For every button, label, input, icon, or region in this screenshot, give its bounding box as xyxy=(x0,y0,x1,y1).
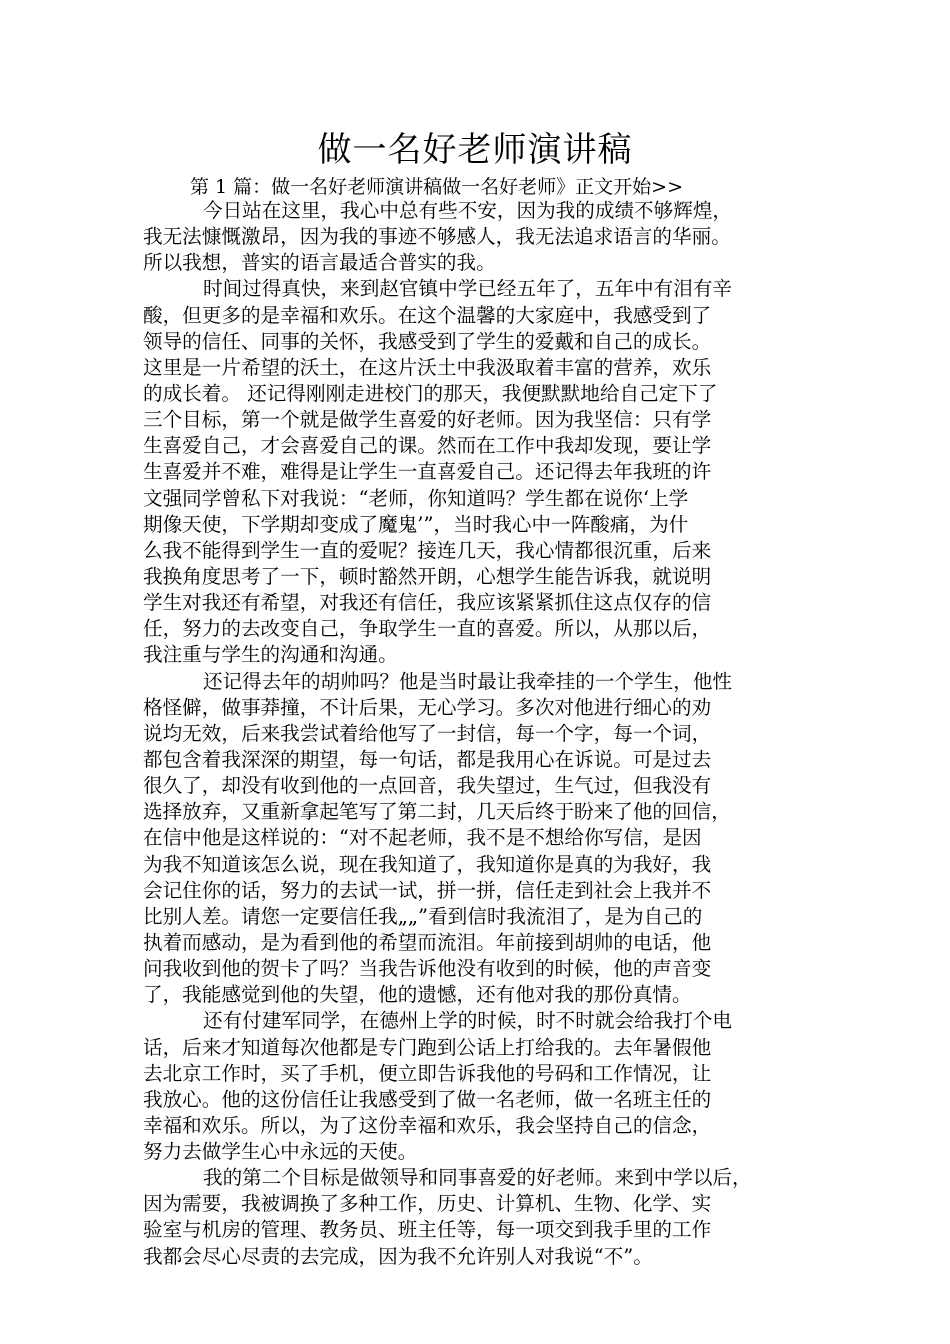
body-line: 今日站在这里，我心中总有些不安，因为我的成绩不够辉煌， xyxy=(203,199,733,222)
body-line: 我放心。他的这份信任让我感受到了做一名老师，做一名班主任的 xyxy=(143,1087,712,1111)
body-line: 格怪僻，做事莽撞，不计后果，无心学习。多次对他进行细心的劝 xyxy=(143,695,712,719)
body-line: 还记得去年的胡帅吗？他是当时最让我牵挂的一个学生，他性 xyxy=(203,669,733,693)
body-line: 我无法慷慨激昂，因为我的事迹不够感人，我无法追求语言的华丽。 xyxy=(143,225,731,249)
document-body xyxy=(143,198,823,1270)
body-line: 我换角度思考了一下，顿时豁然开朗，心想学生能告诉我，就说明 xyxy=(143,564,712,588)
body-line: 说均无效，后来我尝试着给他写了一封信，每一个字，每一个词， xyxy=(143,721,712,745)
body-line: 生喜爱自己，才会喜爱自己的课。然而在工作中我却发现，要让学 xyxy=(143,434,712,458)
body-line: 都包含着我深深的期望，每一句话，都是我用心在诉说。可是过去 xyxy=(143,747,712,771)
body-line: 我都会尽心尽责的去完成，因为我不允许别人对我说“不”。 xyxy=(143,1244,653,1268)
body-line: 去北京工作时，买了手机，便立即告诉我他的号码和工作情况，让 xyxy=(143,1061,712,1085)
body-line: 我的第二个目标是做领导和同事喜爱的好老师。来到中学以后， xyxy=(203,1166,752,1190)
body-line: 我注重与学生的沟通和沟通。 xyxy=(143,643,398,667)
body-line: 在信中他是这样说的：“对不起老师，我不是不想给你写信，是因 xyxy=(143,826,702,850)
body-line: 酸，但更多的是幸福和欢乐。在这个温馨的大家庭中，我感受到了 xyxy=(143,303,712,327)
body-line: 比别人差。请您一定要信任我„„”看到信时我流泪了，是为自己的 xyxy=(143,904,703,928)
body-line: 领导的信任、同事的关怀，我感受到了学生的爱戴和自己的成长。 xyxy=(143,329,712,353)
body-line: 了，我能感觉到他的失望，他的遗憾，还有他对我的那份真情。 xyxy=(143,983,692,1007)
body-line: 努力去做学生心中永远的天使。 xyxy=(143,1140,418,1164)
body-line: 还有付建军同学，在德州上学的时候，时不时就会给我打个电 xyxy=(203,1009,733,1033)
body-line: 期像天使，下学期却变成了魔鬼’”，当时我心中一阵酸痛，为什 xyxy=(143,512,689,536)
body-line: 的成长着。 还记得刚刚走进校门的那天，我便默默地给自己定下了 xyxy=(143,381,718,405)
document-subtitle: 第 1 篇：做一名好老师演讲稿做一名好老师》正文开始>> xyxy=(190,176,684,198)
body-line: 话，后来才知道每次他都是专门跑到公话上打给我的。去年暑假他 xyxy=(143,1035,712,1059)
body-line: 么我不能得到学生一直的爱呢？接连几天，我心情都很沉重，后来 xyxy=(143,538,712,562)
body-line: 时间过得真快，来到赵官镇中学已经五年了，五年中有泪有辛 xyxy=(203,277,733,301)
body-line: 所以我想，普实的语言最适合普实的我。 xyxy=(143,251,496,275)
body-line: 文强同学曾私下对我说：“老师，你知道吗？学生都在说你‘上学 xyxy=(143,486,689,510)
body-line: 问我收到他的贺卡了吗？当我告诉他没有收到的时候，他的声音变 xyxy=(143,957,712,981)
body-line: 为我不知道该怎么说，现在我知道了，我知道你是真的为我好，我 xyxy=(143,852,712,876)
body-line: 因为需要，我被调换了多种工作，历史、计算机、生物、化学、实 xyxy=(143,1192,712,1216)
body-line: 这里是一片希望的沃土，在这片沃土中我汲取着丰富的营养，欢乐 xyxy=(143,355,712,379)
body-line: 生喜爱并不难，难得是让学生一直喜爱自己。还记得去年我班的许 xyxy=(143,460,712,484)
body-line: 执着而感动，是为看到他的希望而流泪。年前接到胡帅的电话，他 xyxy=(143,930,712,954)
body-line: 选择放弃，又重新拿起笔写了第二封，几天后终于盼来了他的回信， xyxy=(143,800,731,824)
body-line: 会记住你的话，努力的去试一试，拼一拼，信任走到社会上我并不 xyxy=(143,878,712,902)
body-line: 验室与机房的管理、教务员、班主任等，每一项交到我手里的工作 xyxy=(143,1218,712,1242)
body-line: 很久了，却没有收到他的一点回音，我失望过，生气过，但我没有 xyxy=(143,774,712,798)
body-line: 学生对我还有希望，对我还有信任，我应该紧紧抓住这点仅存的信 xyxy=(143,591,712,615)
body-line: 三个目标，第一个就是做学生喜爱的好老师。因为我坚信：只有学 xyxy=(143,408,712,432)
body-line: 幸福和欢乐。所以，为了这份幸福和欢乐，我会坚持自己的信念， xyxy=(143,1113,712,1137)
body-line: 任，努力的去改变自己，争取学生一直的喜爱。所以，从那以后， xyxy=(143,617,712,641)
document-title: 做一名好老师演讲稿 xyxy=(317,130,633,170)
